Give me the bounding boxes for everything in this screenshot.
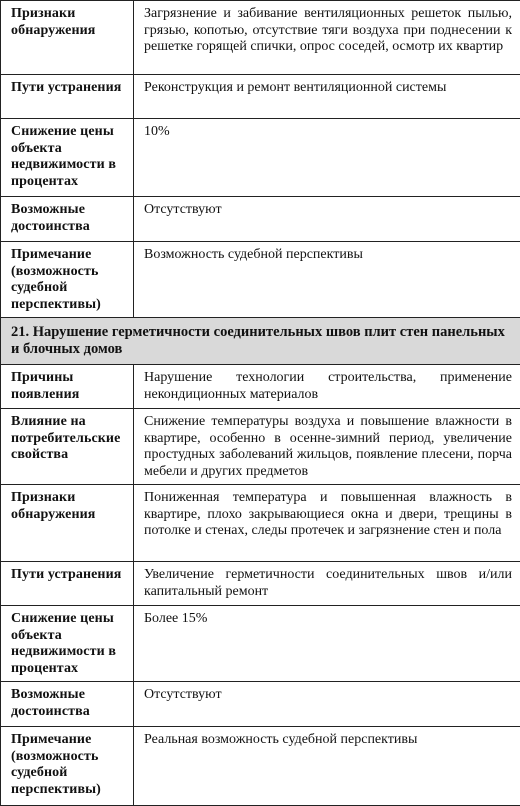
- table-row: [1, 365, 520, 409]
- row-label-remedies: Пути устранения: [1, 562, 134, 606]
- table-row: [1, 75, 520, 119]
- row-value-remedies: Увеличение герметичности соединительных швов и/или капитальный ремонт: [134, 562, 520, 606]
- row-label-note: Примечание (возможность судебной перспективы): [1, 727, 134, 806]
- table-row: [1, 562, 520, 606]
- row-value-detection-signs: Пониженная температура и повышенная влажность в квартире, плохо закрывающиеся окна и двери, трещины в потолке и стенах, следы протечек и загрязнение стен и пола: [134, 485, 520, 562]
- row-value-advantages: Отсутствуют: [134, 197, 520, 242]
- row-value-causes: Нарушение технологии строительства, применение некондиционных материалов: [134, 365, 520, 409]
- row-value-detection-signs: Загрязнение и забивание вентиляционных решеток пылью, грязью, копотью, отсутствие тяги воздуха при поднесении к решетке горящей спички, опрос соседей, осмотр их квартир: [134, 1, 520, 75]
- table-row: [1, 119, 520, 197]
- table-row: [1, 1, 520, 75]
- table-row: [1, 242, 520, 318]
- table-row: [1, 485, 520, 562]
- table-row: [1, 197, 520, 242]
- table-row: [1, 606, 520, 682]
- row-value-price-reduction: 10%: [134, 119, 520, 197]
- row-label-price-reduction: Снижение цены объекта недвижимости в процентах: [1, 119, 134, 197]
- row-value-remedies: Реконструкция и ремонт вентиляционной системы: [134, 75, 520, 119]
- row-label-note: Примечание (возможность судебной перспективы): [1, 242, 134, 318]
- row-label-remedies: Пути устранения: [1, 75, 134, 119]
- row-label-detection-signs: Признаки обнаружения: [1, 485, 134, 562]
- row-label-causes: Причины появления: [1, 365, 134, 409]
- table-row: [1, 409, 520, 485]
- section-title: 21. Нарушение герметичности соединительных швов плит стен панельных и блочных домов: [1, 318, 520, 365]
- row-value-advantages: Отсутствуют: [134, 682, 520, 727]
- section-header-row: [1, 318, 520, 365]
- row-label-advantages: Возможные достоинства: [1, 197, 134, 242]
- row-label-price-reduction: Снижение цены объекта недвижимости в процентах: [1, 606, 134, 682]
- row-label-consumer-impact: Влияние на потребительские свойства: [1, 409, 134, 485]
- row-value-note: Реальная возможность судебной перспективы: [134, 727, 520, 806]
- table-row: [1, 682, 520, 727]
- table-row: [1, 727, 520, 806]
- row-value-consumer-impact: Снижение температуры воздуха и повышение влажности в квартире, особенно в осенне-зимний период, увеличение простудных заболеваний жильцов, появление плесени, порча мебели и других предметов: [134, 409, 520, 485]
- row-label-detection-signs: Признаки обнаружения: [1, 1, 134, 75]
- row-value-price-reduction: Более 15%: [134, 606, 520, 682]
- row-label-advantages: Возможные достоинства: [1, 682, 134, 727]
- row-value-note: Возможность судебной перспективы: [134, 242, 520, 318]
